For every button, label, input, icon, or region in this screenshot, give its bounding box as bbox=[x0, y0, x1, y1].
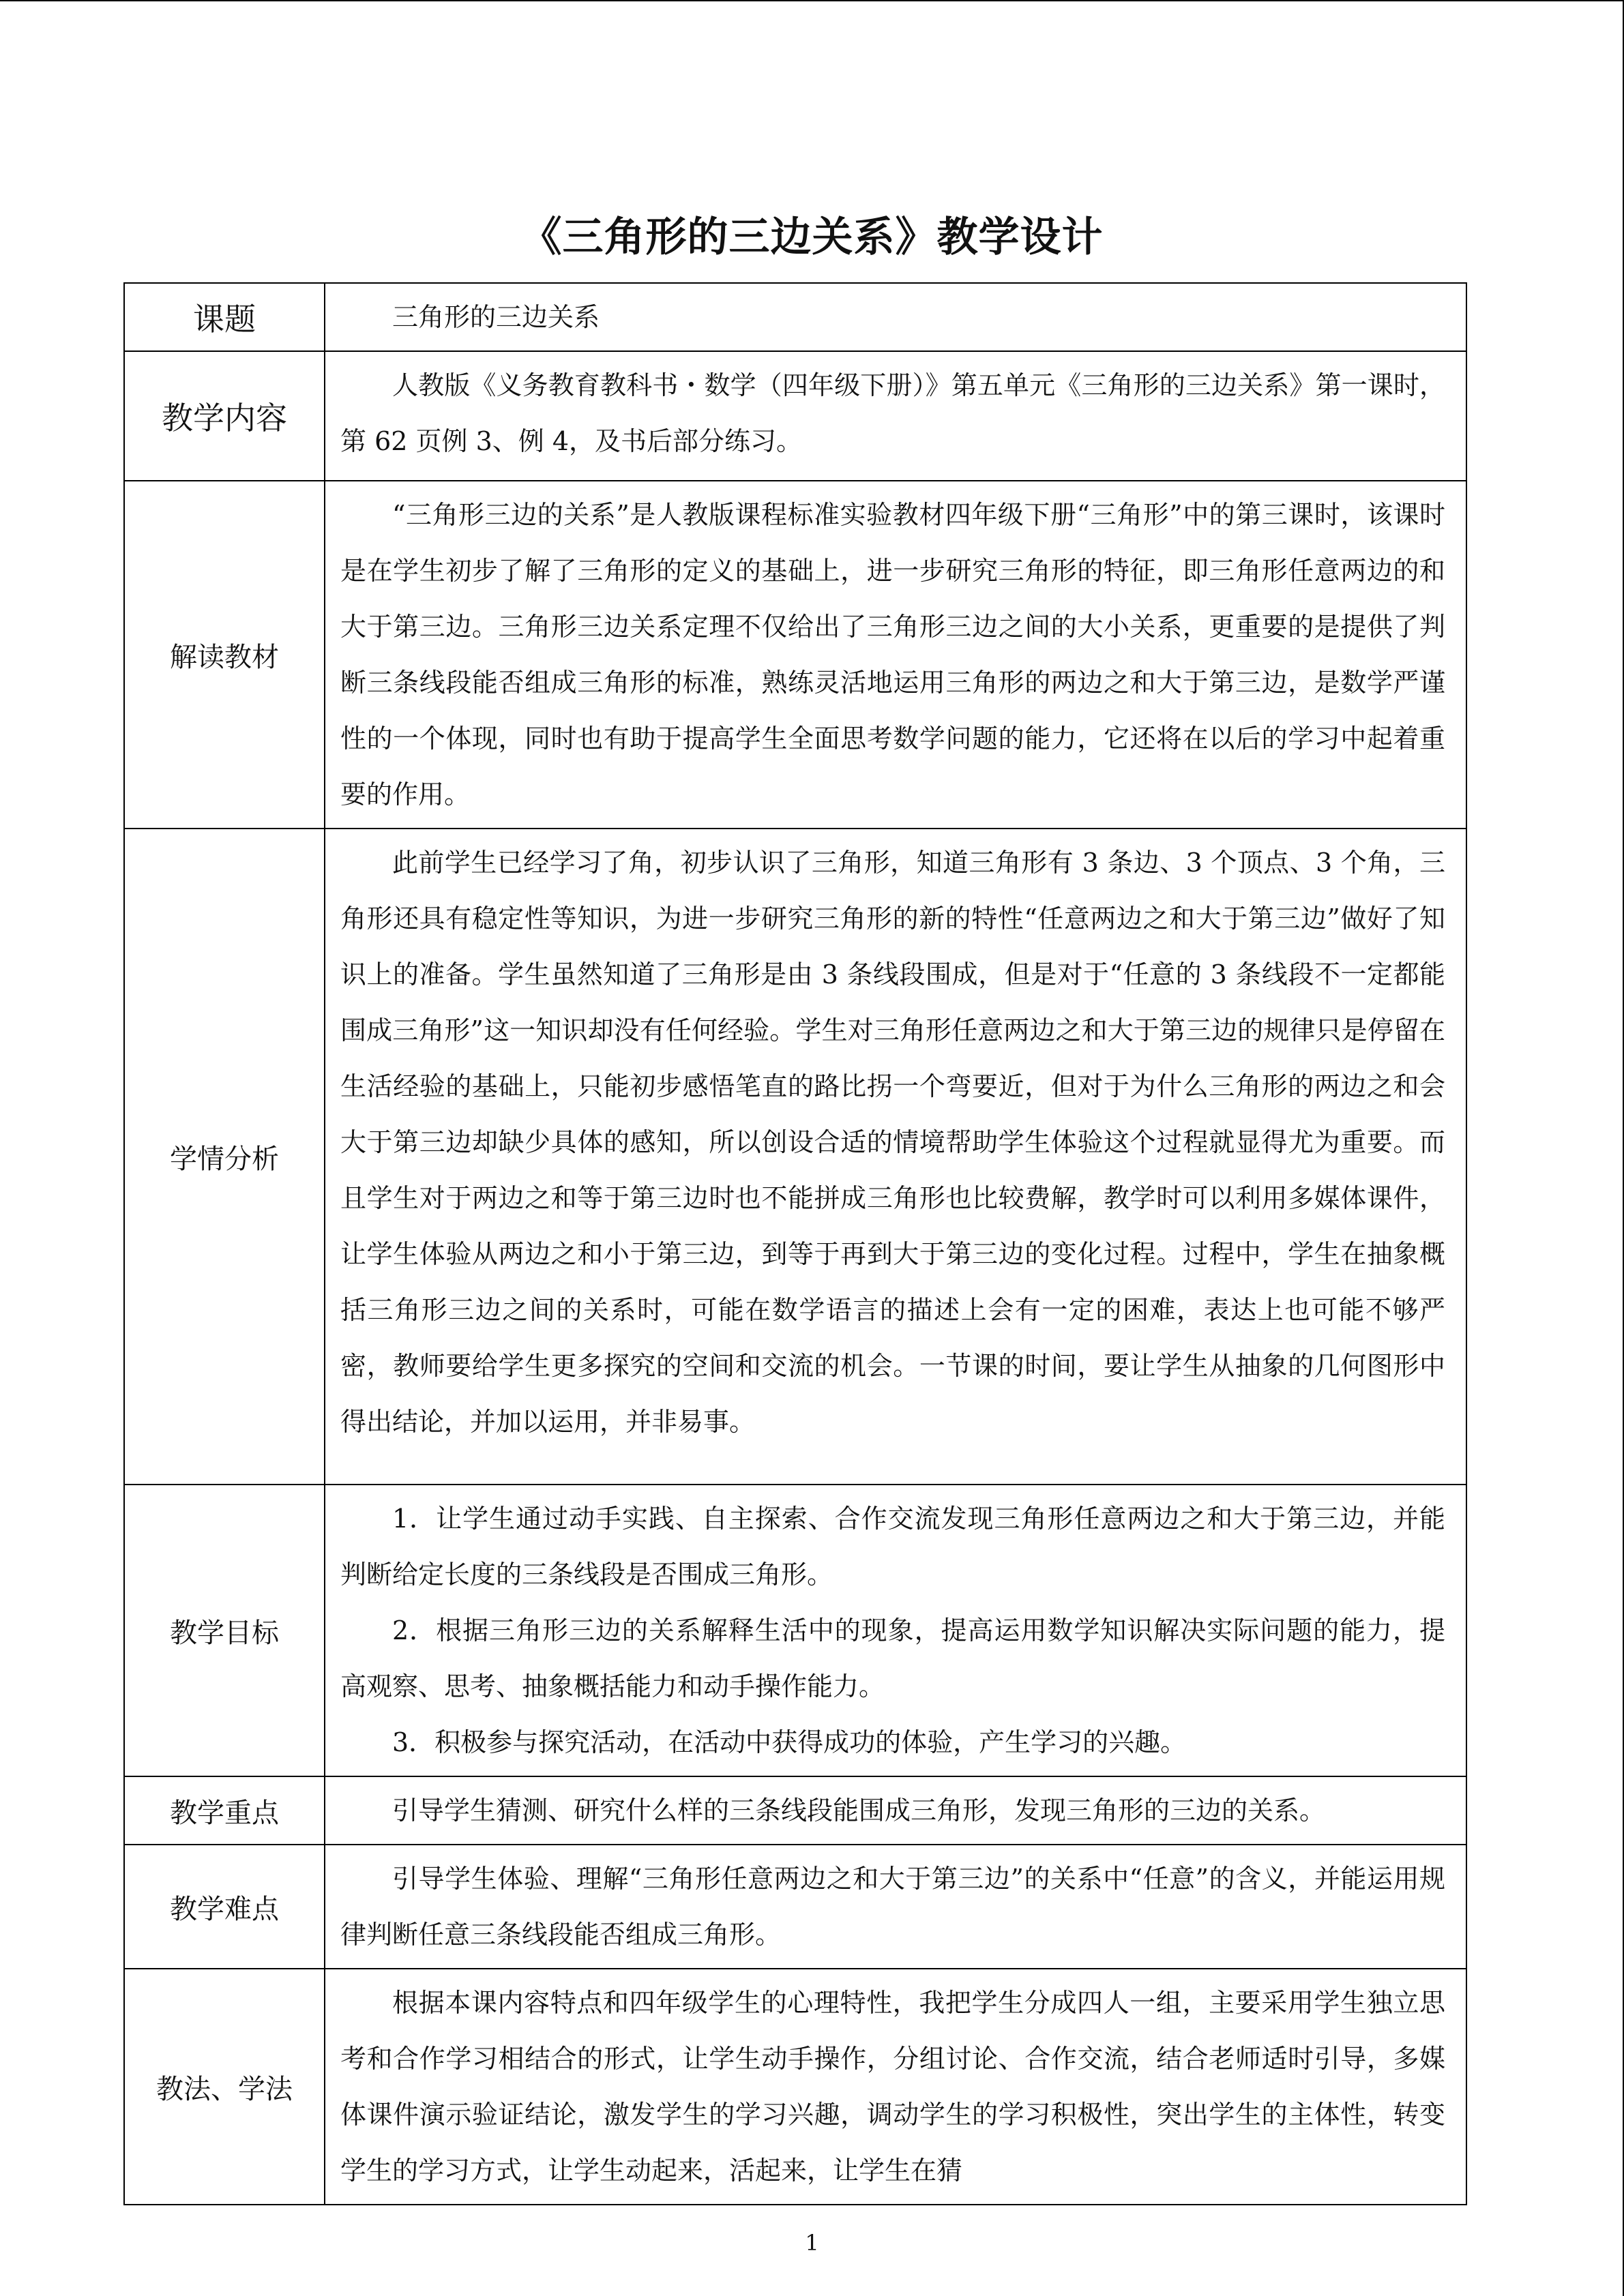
row-content-topic: 三角形的三边关系 bbox=[325, 283, 1466, 351]
page-number: 1 bbox=[805, 2230, 819, 2256]
goal-item-1: 1．让学生通过动手实践、自主探索、合作交流发现三角形任意两边之和大于第三边，并能判断给定长度的三条线段是否围成三角形。 bbox=[340, 1504, 1445, 1590]
row-content-content: 人教版《义务教育教科书・数学（四年级下册）》第五单元《三角形的三边关系》第一课时，第 62 页例 3、例 4，及书后部分练习。 bbox=[325, 351, 1466, 481]
table-row-goals bbox=[124, 1485, 1466, 1776]
row-label-keypoint: 教学重点 bbox=[124, 1776, 325, 1845]
table-row-keypoint bbox=[124, 1776, 1466, 1845]
lesson-plan-table bbox=[123, 282, 1467, 2205]
table-row-topic bbox=[124, 283, 1466, 351]
goal-item-3: 3．积极参与探究活动，在活动中获得成功的体验，产生学习的兴趣。 bbox=[392, 1727, 1187, 1757]
row-content-keypoint: 引导学生猜测、研究什么样的三条线段能围成三角形，发现三角形的三边的关系。 bbox=[325, 1776, 1466, 1845]
page-top-border bbox=[0, 0, 1624, 1]
table-row-content bbox=[124, 351, 1466, 481]
row-content-methods: 根据本课内容特点和四年级学生的心理特性，我把学生分成四人一组，主要采用学生独立思考和合作学习相结合的形式，让学生动手操作，分组讨论、合作交流，结合老师适时引导，多媒体课件演示验证结论，激发学生的学习兴趣，调动学生的学习积极性，突出学生的主体性，转变学生的学习方式，让学生动起来，活起来，让学生在猜 bbox=[325, 1969, 1466, 2205]
row-label-textbook: 解读教材 bbox=[124, 481, 325, 829]
row-content-textbook: “三角形三边的关系”是人教版课程标准实验教材四年级下册“三角形”中的第三课时，该课时是在学生初步了解了三角形的定义的基础上，进一步研究三角形的特征，即三角形任意两边的和大于第三边。三角形三边关系定理不仅给出了三角形三边之间的大小关系，更重要的是提供了判断三条线段能否组成三角形的标准，熟练灵活地运用三角形的两边之和大于第三边，是数学严谨性的一个体现，同时也有助于提高学生全面思考数学问题的能力，它还将在以后的学习中起着重要的作用。 bbox=[325, 481, 1466, 829]
table-row-textbook bbox=[124, 481, 1466, 829]
row-label-methods: 教法、学法 bbox=[124, 1969, 325, 2205]
table-row-methods bbox=[124, 1969, 1466, 2205]
row-content-goals bbox=[325, 1485, 1466, 1776]
row-label-difficulty: 教学难点 bbox=[124, 1845, 325, 1969]
document-title: 《三角形的三边关系》教学设计 bbox=[520, 213, 1104, 261]
table-row-students bbox=[124, 829, 1466, 1485]
row-content-difficulty: 引导学生体验、理解“三角形任意两边之和大于第三边”的关系中“任意”的含义，并能运用规律判断任意三条线段能否组成三角形。 bbox=[325, 1845, 1466, 1969]
row-label-topic: 课题 bbox=[124, 283, 325, 351]
row-label-goals: 教学目标 bbox=[124, 1485, 325, 1776]
table-row-difficulty bbox=[124, 1845, 1466, 1969]
row-content-students: 此前学生已经学习了角，初步认识了三角形，知道三角形有 3 条边、3 个顶点、3 个角，三角形还具有稳定性等知识，为进一步研究三角形的新的特性“任意两边之和大于第三边”做好了知识上的准备。学生虽然知道了三角形是由 3 条线段围成，但是对于“任意的 3 条线段不一定都能围成三角形”这一知识却没有任何经验。学生对三角形任意两边之和大于第三边的规律只是停留在生活经验的基础上，只能初步感悟笔直的路比拐一个弯要近，但对于为什么三角形的两边之和会大于第三边却缺少具体的感知，所以创设合适的情境帮助学生体验这个过程就显得尤为重要。而且学生对于两边之和等于第三边时也不能拼成三角形也比较费解，教学时可以利用多媒体课件，让学生体验从两边之和小于第三边，到等于再到大于第三边的变化过程。过程中，学生在抽象概括三角形三边之间的关系时，可能在数学语言的描述上会有一定的困难，表达上也可能不够严密，教师要给学生更多探究的空间和交流的机会。一节课的时间，要让学生从抽象的几何图形中得出结论，并加以运用，并非易事。 bbox=[325, 829, 1466, 1485]
row-label-students: 学情分析 bbox=[124, 829, 325, 1485]
goal-item-2: 2．根据三角形三边的关系解释生活中的现象，提高运用数学知识解决实际问题的能力，提高观察、思考、抽象概括能力和动手操作能力。 bbox=[340, 1615, 1445, 1701]
row-label-content: 教学内容 bbox=[124, 351, 325, 481]
